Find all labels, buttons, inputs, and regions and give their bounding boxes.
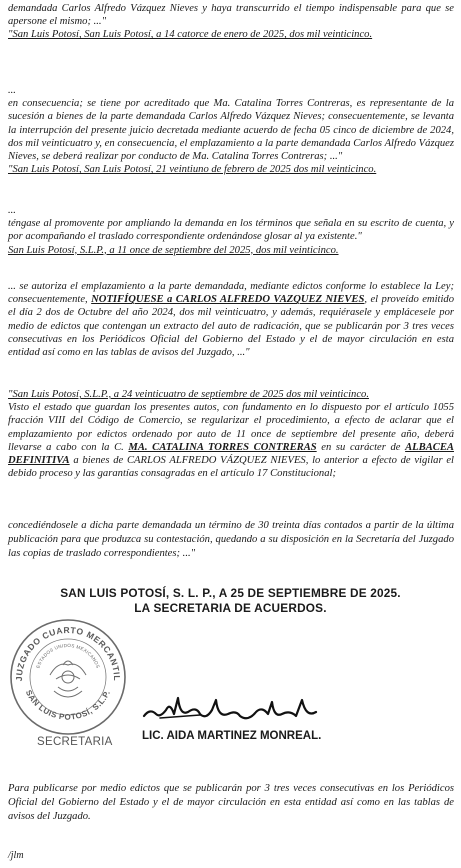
publication-note: Para publicarse por medio edictos que se publicarán por 3 tres veces consecutivas en los Periódicos Oficial del Gobierno del Estado y el de mayor circulación en esta entidad así como en las tablas de avisos del Juzgado. <box>8 783 454 822</box>
paragraph-4-text-a: ... se autoriza el emplazamiento a la parte demandada, mediante edictos conforme lo establece la Ley; consecuentemente, <box>8 281 454 306</box>
seal-court-name: JUZGADO CUARTO MERCANTIL <box>13 624 123 682</box>
albacea-title: ALBACEA DEFINITIVA <box>8 441 454 467</box>
paragraph-3 <box>8 204 454 257</box>
paragraph-4 <box>8 280 454 359</box>
paragraph-6-text: concediéndosele a dicha parte demandada un término de 30 treinta días contados a partir de la última publicación para que produzca su contestación, quedando a su disposición en la Secretaría del Juzgado las copias de traslado correspondientes; ..." <box>8 520 454 559</box>
paragraph-2 <box>8 84 454 176</box>
notification-target: NOTIFÍQUESE a CARLOS ALFREDO VAZQUEZ NIEVES <box>91 294 365 306</box>
paragraph-2-text: en consecuencia; se tiene por acreditado que Ma. Catalina Torres Contreras, es representante de la sucesión a bienes de la parte demandada Carlos Alfredo Vázquez Nieves; consecuentemente, se levanta la interrupción del presente juicio decretada mediante acuerdo de fecha 05 cinco de diciembre de 2024, dos mil veinticuatro y, en consecuencia, el emplazamiento a la parte demandada Carlos Alfredo Vázquez Nieves, se deberá realizar por conducto de Ma. Catalina Torres Contreras; ..." <box>8 98 454 163</box>
seal-secretaria-label: SECRETARIA <box>37 736 113 748</box>
signer-name: LIC. AIDA MARTINEZ MONREAL. <box>142 730 322 742</box>
paragraph-5 <box>8 388 454 480</box>
paragraph-1 <box>8 2 454 42</box>
ellipsis-3: ... <box>8 205 16 216</box>
seal-country-name: ESTADOS UNIDOS MEXICANOS <box>35 642 101 669</box>
paragraph-4-text-c: , el proveído emitido el día 2 dos de Octubre del año 2024, dos mil veinticuatro, y además, requiérasele y emplácesele por medio de edictos que contengan un extracto del auto de radicación, que se publicarán por 3 tres veces consecutivas en los Periódicos Oficial del Gobierno del Estado y el de mayor circulación en esta entidad así como en las tablas de avisos del Juzgado, ..." <box>8 294 454 359</box>
date-line-3: San Luis Potosí, S.L.P., a 11 once de septiembre del 2025, dos mil veinticinco. <box>8 244 339 256</box>
eagle-emblem-icon <box>50 661 86 697</box>
seal-city-name: SAN LUIS POTOSÍ, S.L.P. <box>23 688 113 722</box>
paragraph-6 <box>8 519 454 561</box>
paragraph-5-text-e: a bienes de CARLOS ALFREDO VÁZQUEZ NIEVES, lo anterior a efecto de vigilar el debido proceso y las garantías consagradas en el artículo 17 Constitucional; <box>8 455 454 480</box>
paragraph-1-text: demandada Carlos Alfredo Vázquez Nieves y haya transcurrido el tiempo indispensable para que se apersone el mismo; ..." <box>8 3 454 28</box>
place-date-heading: SAN LUIS POTOSÍ, S. L. P., A 25 DE SEPTIEMBRE DE 2025. <box>60 586 401 600</box>
date-line-2: "San Luis Potosí, San Luis Potosí, 21 veintiuno de febrero de 2025 dos mil veinticinco. <box>8 164 377 176</box>
paragraph-5-text-c: en su carácter de <box>316 441 406 453</box>
paragraph-3-text: téngase al promovente por ampliando la demanda en los términos que señala en su escrito de cuenta, y por acompañando el traslado correspondiente ordenándose glosar al ya existente." <box>8 218 454 243</box>
date-line-5: "San Luis Potosí, S.L.P., a 24 veinticuatro de septiembre de 2025 dos mil veinticinco. <box>8 389 369 400</box>
paragraph-5-text-a: Visto el estado que guardan los presentes autos, con fundamento en lo dispuesto por el artículo 1055 fracción VIII del Código de Comercio, se regularizar el procedimiento, a efecto de aclarar que el emplazamiento por edictos ordenado por auto de 11 once de septiembre del presente año, deberá llevarse a cabo con la C. <box>8 402 454 453</box>
handwritten-signature <box>140 688 340 728</box>
office-heading: LA SECRETARIA DE ACUERDOS. <box>134 601 327 615</box>
date-line-1: "San Luis Potosí, San Luis Potosí, a 14 catorce de enero de 2025, dos mil veinticinco. <box>8 29 373 41</box>
typist-initials: /jlm <box>8 850 24 861</box>
albacea-name: MA. CATALINA TORRES CONTRERAS <box>128 441 317 453</box>
court-seal <box>8 617 128 737</box>
ellipsis-2: ... <box>8 85 16 96</box>
